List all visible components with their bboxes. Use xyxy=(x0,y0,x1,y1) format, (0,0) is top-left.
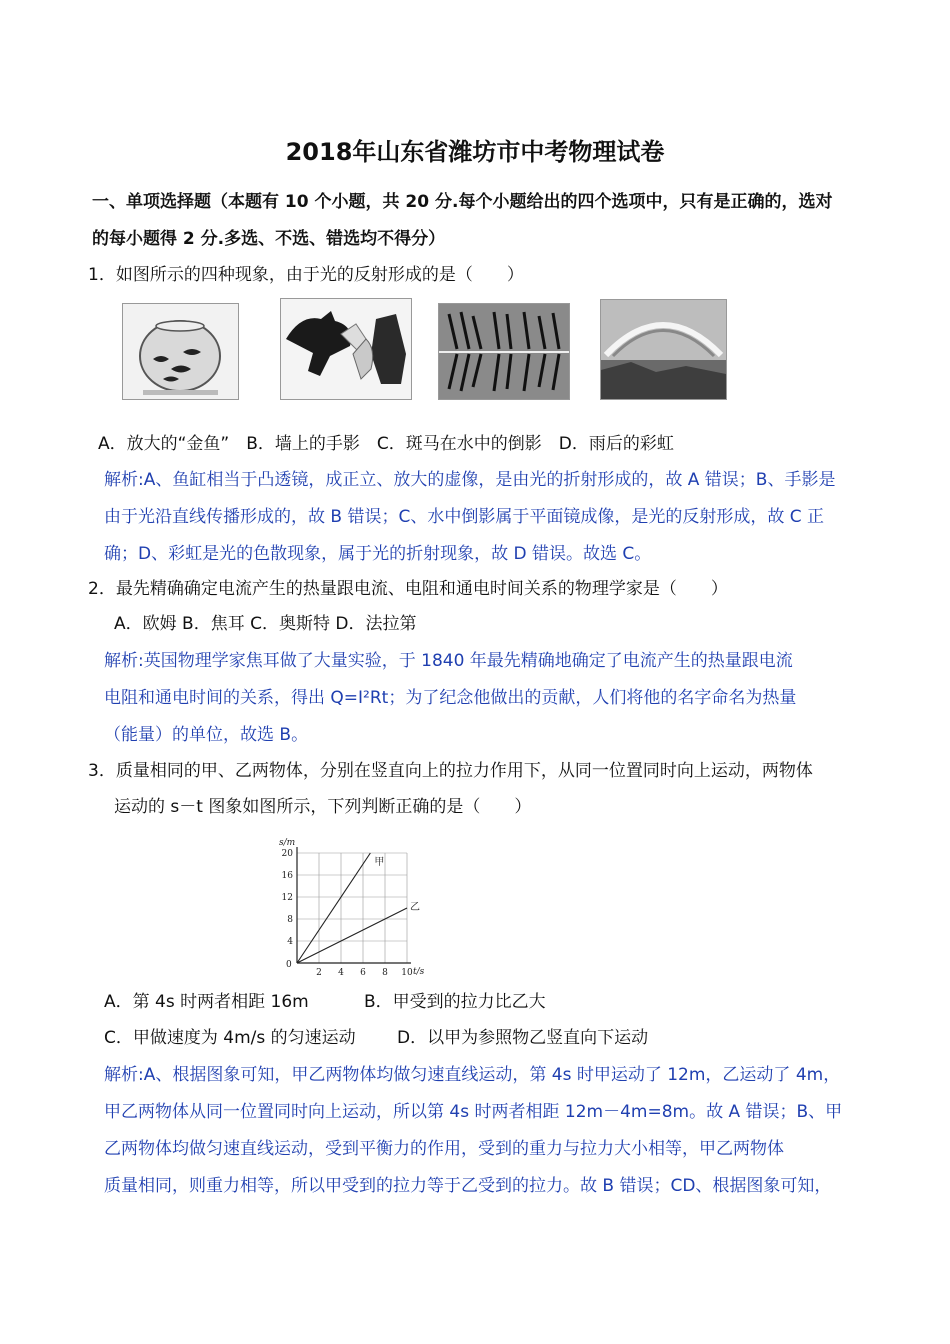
x-tick-label-4: 4 xyxy=(338,968,344,978)
q3-option-b: B．甲受到的拉力比乙大 xyxy=(364,992,546,1012)
q3-analysis-line2: 甲乙两物体从同一位置同时向上运动，所以第 4s 时两者相距 12m－4m=8m。故 A 错误；B、甲 xyxy=(104,1102,843,1122)
q2-options: A．欧姆 B．焦耳 C．奥斯特 D．法拉第 xyxy=(114,614,417,634)
series-label-yi: 乙 xyxy=(410,902,420,913)
y-tick-label-4: 4 xyxy=(287,937,293,947)
y-tick-label-8: 8 xyxy=(287,915,293,925)
q3-option-c: C．甲做速度为 4m/s 的匀速运动 xyxy=(104,1028,356,1048)
q1-stem: 1．如图所示的四种现象，由于光的反射形成的是（ ） xyxy=(88,265,524,285)
q1-analysis-line3: 确；D、彩虹是光的色散现象，属于光的折射现象，故 D 错误。故选 C。 xyxy=(104,544,652,564)
hand-shadow-picture xyxy=(280,298,412,400)
x-axis-label: t/s xyxy=(413,967,425,977)
q1-analysis-line2: 由于光沿直线传播形成的，故 B 错误；C、水中倒影属于平面镜成像，是光的反射形成，故 C 正 xyxy=(104,507,825,527)
rainbow-picture xyxy=(600,299,727,400)
x-tick-label-10: 10 xyxy=(401,968,413,978)
q1-analysis-line1: 解析:A、鱼缸相当于凸透镜，成正立、放大的虚像，是由光的折射形成的，故 A 错误；B、手影是 xyxy=(104,470,836,490)
q3-stem-line2: 运动的 s－t 图象如图所示，下列判断正确的是（ ） xyxy=(114,797,532,817)
q2-analysis-line2: 电阻和通电时间的关系，得出 Q=I²Rt；为了纪念他做出的贡献，人们将他的名字命名为热量 xyxy=(104,688,797,708)
y-tick-label-16: 16 xyxy=(281,871,293,881)
series-label-jia: 甲 xyxy=(374,857,385,868)
section-heading-line1: 一、单项选择题（本题有 10 个小题，共 20 分.每个小题给出的四个选项中，只有是正确的，选对 xyxy=(92,192,833,212)
origin-label: 0 xyxy=(286,960,292,970)
x-tick-label-2: 2 xyxy=(316,968,322,978)
st-chart xyxy=(275,828,435,980)
y-tick-label-20: 20 xyxy=(281,849,293,859)
series-line-jia xyxy=(297,853,370,963)
zebra-reflection-picture xyxy=(438,303,570,400)
q3-option-d: D．以甲为参照物乙竖直向下运动 xyxy=(397,1028,649,1048)
q2-stem: 2．最先精确确定电流产生的热量跟电流、电阻和通电时间关系的物理学家是（ ） xyxy=(88,579,728,599)
page-title: 2018年山东省潍坊市中考物理试卷 xyxy=(285,138,665,166)
q3-option-a: A．第 4s 时两者相距 16m xyxy=(104,992,309,1012)
x-tick-label-6: 6 xyxy=(360,968,366,978)
x-tick-label-8: 8 xyxy=(382,968,388,978)
q3-analysis-line4: 质量相同，则重力相等，所以甲受到的拉力等于乙受到的拉力。故 B 错误；CD、根据图象可知， xyxy=(104,1176,832,1196)
q3-analysis-line1: 解析:A、根据图象可知，甲乙两物体均做匀速直线运动，第 4s 时甲运动了 12m，乙运动了 4m， xyxy=(104,1065,841,1085)
series-line-yi xyxy=(297,908,407,963)
q3-analysis-line3: 乙两物体均做匀速直线运动，受到平衡力的作用，受到的重力与拉力大小相等，甲乙两物体 xyxy=(104,1139,784,1159)
section-heading-line2: 的每小题得 2 分.多选、不选、错选均不得分） xyxy=(92,229,446,249)
q2-analysis-line3: （能量）的单位，故选 B。 xyxy=(104,725,309,745)
fishbowl-picture xyxy=(122,303,239,400)
q3-stem-line1: 3．质量相同的甲、乙两物体，分别在竖直向上的拉力作用下，从同一位置同时向上运动，两物体 xyxy=(88,761,813,781)
y-tick-label-12: 12 xyxy=(281,893,293,903)
y-axis-label: s/m xyxy=(279,838,296,848)
q2-analysis-line1: 解析:英国物理学家焦耳做了大量实验，于 1840 年最先精确地确定了电流产生的热量跟电流 xyxy=(104,651,793,671)
q1-options: A．放大的“金鱼” B．墙上的手影 C．斑马在水中的倒影 D．雨后的彩虹 xyxy=(98,434,674,454)
